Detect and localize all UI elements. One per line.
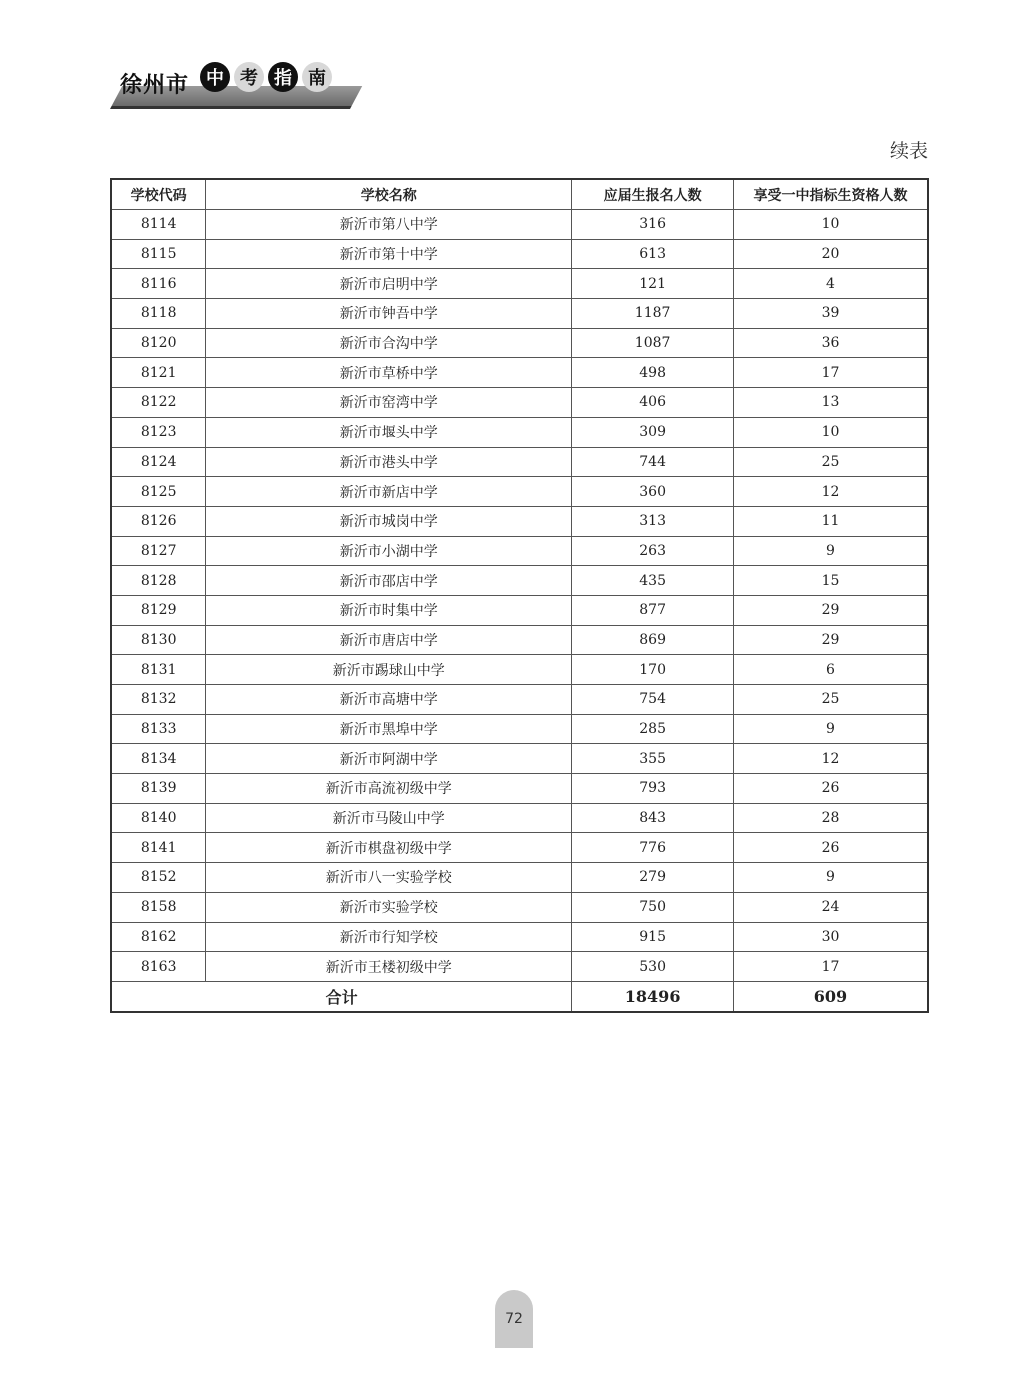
cell-school-name: 新沂市踢球山中学 xyxy=(206,655,572,685)
cell-applicants: 843 xyxy=(572,803,734,833)
cell-quota: 15 xyxy=(733,566,928,596)
cell-school-name: 新沂市王楼初级中学 xyxy=(206,952,572,982)
banner-title xyxy=(200,62,332,92)
cell-school-name: 新沂市第八中学 xyxy=(206,210,572,240)
cell-applicants: 793 xyxy=(572,774,734,804)
cell-quota: 12 xyxy=(733,477,928,507)
cell-applicants: 498 xyxy=(572,358,734,388)
cell-school-name: 新沂市草桥中学 xyxy=(206,358,572,388)
cell-applicants: 744 xyxy=(572,447,734,477)
banner-city: 徐州市 xyxy=(120,73,190,98)
cell-school-code: 8140 xyxy=(111,803,206,833)
cell-school-name: 新沂市启明中学 xyxy=(206,269,572,299)
cell-applicants: 309 xyxy=(572,417,734,447)
cell-applicants: 435 xyxy=(572,566,734,596)
cell-quota: 6 xyxy=(733,655,928,685)
cell-applicants: 170 xyxy=(572,655,734,685)
page-number: 72 xyxy=(495,1290,533,1348)
cell-quota: 30 xyxy=(733,922,928,952)
school-quota-table xyxy=(110,178,929,1013)
table-row xyxy=(111,239,928,269)
cell-school-name: 新沂市时集中学 xyxy=(206,595,572,625)
table-row xyxy=(111,685,928,715)
cell-applicants: 869 xyxy=(572,625,734,655)
cell-school-name: 新沂市唐店中学 xyxy=(206,625,572,655)
table-row xyxy=(111,506,928,536)
cell-quota: 20 xyxy=(733,239,928,269)
cell-quota: 25 xyxy=(733,447,928,477)
table-row xyxy=(111,863,928,893)
total-label: 合计 xyxy=(111,981,572,1011)
cell-school-code: 8152 xyxy=(111,863,206,893)
cell-quota: 11 xyxy=(733,506,928,536)
cell-school-name: 新沂市堰头中学 xyxy=(206,417,572,447)
cell-applicants: 776 xyxy=(572,833,734,863)
table-row xyxy=(111,833,928,863)
cell-quota: 29 xyxy=(733,595,928,625)
cell-school-name: 新沂市棋盘初级中学 xyxy=(206,833,572,863)
cell-quota: 13 xyxy=(733,388,928,418)
cell-school-code: 8130 xyxy=(111,625,206,655)
cell-school-code: 8127 xyxy=(111,536,206,566)
cell-quota: 28 xyxy=(733,803,928,833)
table-row xyxy=(111,477,928,507)
cell-school-name: 新沂市新店中学 xyxy=(206,477,572,507)
cell-applicants: 121 xyxy=(572,269,734,299)
header-quota: 享受一中指标生资格人数 xyxy=(733,179,928,210)
cell-school-code: 8116 xyxy=(111,269,206,299)
cell-quota: 17 xyxy=(733,358,928,388)
cell-school-code: 8141 xyxy=(111,833,206,863)
cell-school-name: 新沂市马陵山中学 xyxy=(206,803,572,833)
cell-quota: 9 xyxy=(733,863,928,893)
table-row xyxy=(111,417,928,447)
cell-school-code: 8163 xyxy=(111,952,206,982)
cell-applicants: 1087 xyxy=(572,328,734,358)
cell-applicants: 877 xyxy=(572,595,734,625)
cell-quota: 36 xyxy=(733,328,928,358)
cell-applicants: 750 xyxy=(572,892,734,922)
cell-school-name: 新沂市高塘中学 xyxy=(206,685,572,715)
cell-school-code: 8139 xyxy=(111,774,206,804)
cell-school-code: 8122 xyxy=(111,388,206,418)
total-applicants: 18496 xyxy=(572,981,734,1011)
cell-school-code: 8134 xyxy=(111,744,206,774)
table-row xyxy=(111,328,928,358)
cell-quota: 9 xyxy=(733,714,928,744)
cell-applicants: 316 xyxy=(572,210,734,240)
cell-quota: 10 xyxy=(733,417,928,447)
banner-char: 考 xyxy=(234,62,264,92)
cell-school-code: 8128 xyxy=(111,566,206,596)
cell-school-code: 8132 xyxy=(111,685,206,715)
header-school-name: 学校名称 xyxy=(206,179,572,210)
table-body xyxy=(111,210,928,982)
table-row xyxy=(111,922,928,952)
table-row xyxy=(111,744,928,774)
cell-applicants: 613 xyxy=(572,239,734,269)
cell-quota: 17 xyxy=(733,952,928,982)
cell-school-code: 8114 xyxy=(111,210,206,240)
cell-quota: 26 xyxy=(733,833,928,863)
table-row xyxy=(111,536,928,566)
table-row xyxy=(111,210,928,240)
header-banner xyxy=(110,58,355,110)
cell-school-name: 新沂市窑湾中学 xyxy=(206,388,572,418)
cell-quota: 25 xyxy=(733,685,928,715)
cell-applicants: 915 xyxy=(572,922,734,952)
table-row xyxy=(111,388,928,418)
cell-school-name: 新沂市实验学校 xyxy=(206,892,572,922)
header-applicants: 应届生报名人数 xyxy=(572,179,734,210)
cell-school-name: 新沂市合沟中学 xyxy=(206,328,572,358)
cell-quota: 26 xyxy=(733,774,928,804)
table-total-row xyxy=(111,981,928,1011)
table-row xyxy=(111,714,928,744)
header-school-code: 学校代码 xyxy=(111,179,206,210)
cell-school-code: 8123 xyxy=(111,417,206,447)
table-row xyxy=(111,625,928,655)
table-header-row xyxy=(111,179,928,210)
cell-school-code: 8115 xyxy=(111,239,206,269)
cell-applicants: 1187 xyxy=(572,299,734,329)
cell-school-name: 新沂市城岗中学 xyxy=(206,506,572,536)
table-caption: 续表 xyxy=(889,140,928,162)
cell-quota: 10 xyxy=(733,210,928,240)
table-row xyxy=(111,655,928,685)
table-row xyxy=(111,299,928,329)
cell-applicants: 279 xyxy=(572,863,734,893)
table-row xyxy=(111,566,928,596)
banner-char: 南 xyxy=(302,62,332,92)
table-row xyxy=(111,358,928,388)
cell-school-code: 8126 xyxy=(111,506,206,536)
cell-school-name: 新沂市邵店中学 xyxy=(206,566,572,596)
cell-quota: 29 xyxy=(733,625,928,655)
cell-school-code: 8162 xyxy=(111,922,206,952)
table-row xyxy=(111,595,928,625)
table-row xyxy=(111,774,928,804)
cell-school-code: 8124 xyxy=(111,447,206,477)
cell-quota: 39 xyxy=(733,299,928,329)
cell-applicants: 285 xyxy=(572,714,734,744)
cell-school-name: 新沂市高流初级中学 xyxy=(206,774,572,804)
cell-school-code: 8118 xyxy=(111,299,206,329)
banner-char: 中 xyxy=(200,62,230,92)
cell-quota: 4 xyxy=(733,269,928,299)
cell-applicants: 360 xyxy=(572,477,734,507)
banner-char: 指 xyxy=(268,62,298,92)
cell-school-code: 8125 xyxy=(111,477,206,507)
cell-school-name: 新沂市黑埠中学 xyxy=(206,714,572,744)
cell-school-name: 新沂市行知学校 xyxy=(206,922,572,952)
table-row xyxy=(111,803,928,833)
table-row xyxy=(111,892,928,922)
cell-school-name: 新沂市阿湖中学 xyxy=(206,744,572,774)
cell-applicants: 263 xyxy=(572,536,734,566)
cell-quota: 24 xyxy=(733,892,928,922)
cell-school-code: 8129 xyxy=(111,595,206,625)
table-row xyxy=(111,952,928,982)
cell-applicants: 313 xyxy=(572,506,734,536)
cell-applicants: 406 xyxy=(572,388,734,418)
cell-school-name: 新沂市港头中学 xyxy=(206,447,572,477)
cell-school-code: 8131 xyxy=(111,655,206,685)
cell-quota: 12 xyxy=(733,744,928,774)
cell-school-code: 8120 xyxy=(111,328,206,358)
cell-school-name: 新沂市小湖中学 xyxy=(206,536,572,566)
table-row xyxy=(111,269,928,299)
cell-applicants: 754 xyxy=(572,685,734,715)
cell-school-name: 新沂市钟吾中学 xyxy=(206,299,572,329)
cell-school-name: 新沂市第十中学 xyxy=(206,239,572,269)
total-quota: 609 xyxy=(733,981,928,1011)
table-row xyxy=(111,447,928,477)
cell-school-code: 8158 xyxy=(111,892,206,922)
cell-applicants: 530 xyxy=(572,952,734,982)
cell-applicants: 355 xyxy=(572,744,734,774)
cell-school-code: 8121 xyxy=(111,358,206,388)
cell-quota: 9 xyxy=(733,536,928,566)
cell-school-code: 8133 xyxy=(111,714,206,744)
cell-school-name: 新沂市八一实验学校 xyxy=(206,863,572,893)
